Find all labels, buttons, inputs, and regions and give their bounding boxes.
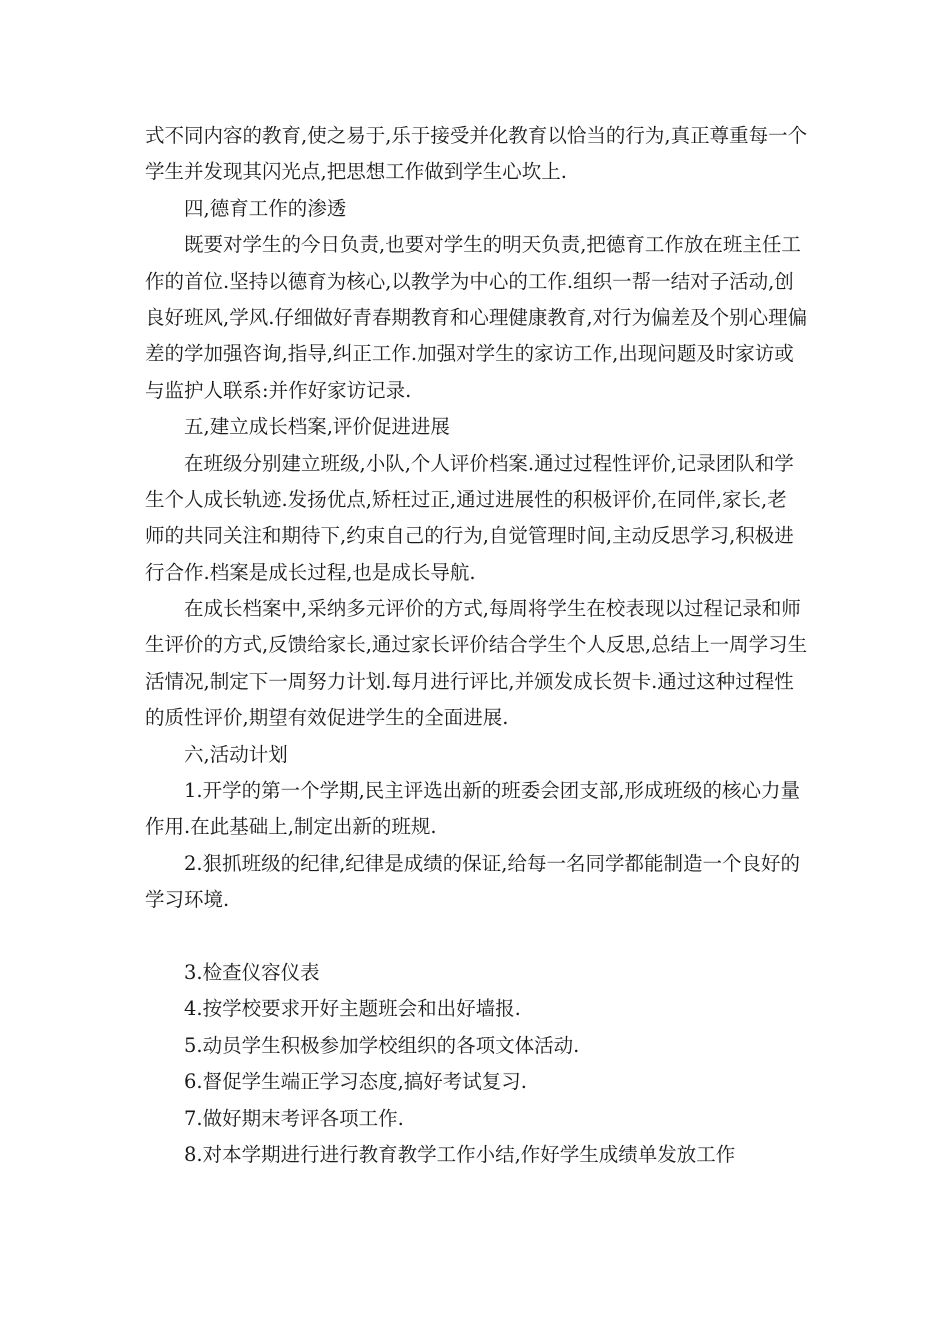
text-line: 师的共同关注和期待下,约束自己的行为,自觉管理时间,主动反思学习,积极进 — [145, 524, 794, 548]
text-line: 既要对学生的今日负责,也要对学生的明天负责,把德育工作放在班主任工 — [184, 233, 801, 257]
text-line: 作的首位.坚持以德育为核心,以教学为中心的工作.组织一帮一结对子活动,创 — [145, 269, 794, 293]
text-line: 的质性评价,期望有效促进学生的全面进展. — [145, 706, 509, 730]
list-item: 1.开学的第一个学期,民主评选出新的班委会团支部,形成班级的核心力量 — [184, 779, 801, 803]
text-line: 学习环境. — [145, 888, 230, 912]
document-page — [145, 118, 810, 1173]
text-line: 在班级分别建立班级,小队,个人评价档案.通过过程性评价,记录团队和学 — [184, 451, 794, 475]
text-line: 良好班风,学风.仔细做好青春期教育和心理健康教育,对行为偏差及个别心理偏 — [145, 305, 808, 329]
text-line: 在成长档案中,采纳多元评价的方式,每周将学生在校表现以过程记录和师 — [184, 597, 801, 621]
section-heading: 五,建立成长档案,评价促进进展 — [184, 415, 450, 439]
text-line: 与监护人联系:并作好家访记录. — [145, 378, 412, 402]
list-item: 2.狠抓班级的纪律,纪律是成绩的保证,给每一名同学都能制造一个良好的 — [184, 851, 801, 875]
text-line: 生个人成长轨迹.发扬优点,矫枉过正,通过进展性的积极评价,在同伴,家长,老 — [145, 487, 787, 511]
section-heading: 四,德育工作的渗透 — [184, 196, 347, 220]
text-line: 差的学加强咨询,指导,纠正工作.加强对学生的家访工作,出现问题及时家访或 — [145, 342, 794, 366]
text-line: 式不同内容的教育,使之易于,乐于接受并化教育以恰当的行为,真正尊重每一个 — [145, 124, 808, 147]
list-item: 6.督促学生端正学习态度,搞好考试复习. — [184, 1070, 528, 1094]
list-item: 7.做好期末考评各项工作. — [184, 1106, 404, 1130]
section-heading: 六,活动计划 — [184, 742, 288, 766]
text-line: 学生并发现其闪光点,把思想工作做到学生心坎上. — [145, 160, 567, 184]
list-item: 3.检查仪容仪表 — [184, 960, 320, 984]
text-line: 行合作.档案是成长过程,也是成长导航. — [145, 560, 476, 584]
list-item: 4.按学校要求开好主题班会和出好墙报. — [184, 997, 521, 1021]
list-item: 8.对本学期进行进行教育教学工作小结,作好学生成绩单发放工作 — [184, 1142, 736, 1166]
text-line: 作用.在此基础上,制定出新的班规. — [145, 815, 437, 839]
text-line: 活情况,制定下一周努力计划.每月进行评比,并颁发成长贺卡.通过这种过程性 — [145, 669, 794, 693]
blank-line — [145, 919, 810, 955]
text-line: 生评价的方式,反馈给家长,通过家长评价结合学生个人反思,总结上一周学习生 — [145, 633, 808, 657]
list-item: 5.动员学生积极参加学校组织的各项文体活动. — [184, 1033, 580, 1057]
